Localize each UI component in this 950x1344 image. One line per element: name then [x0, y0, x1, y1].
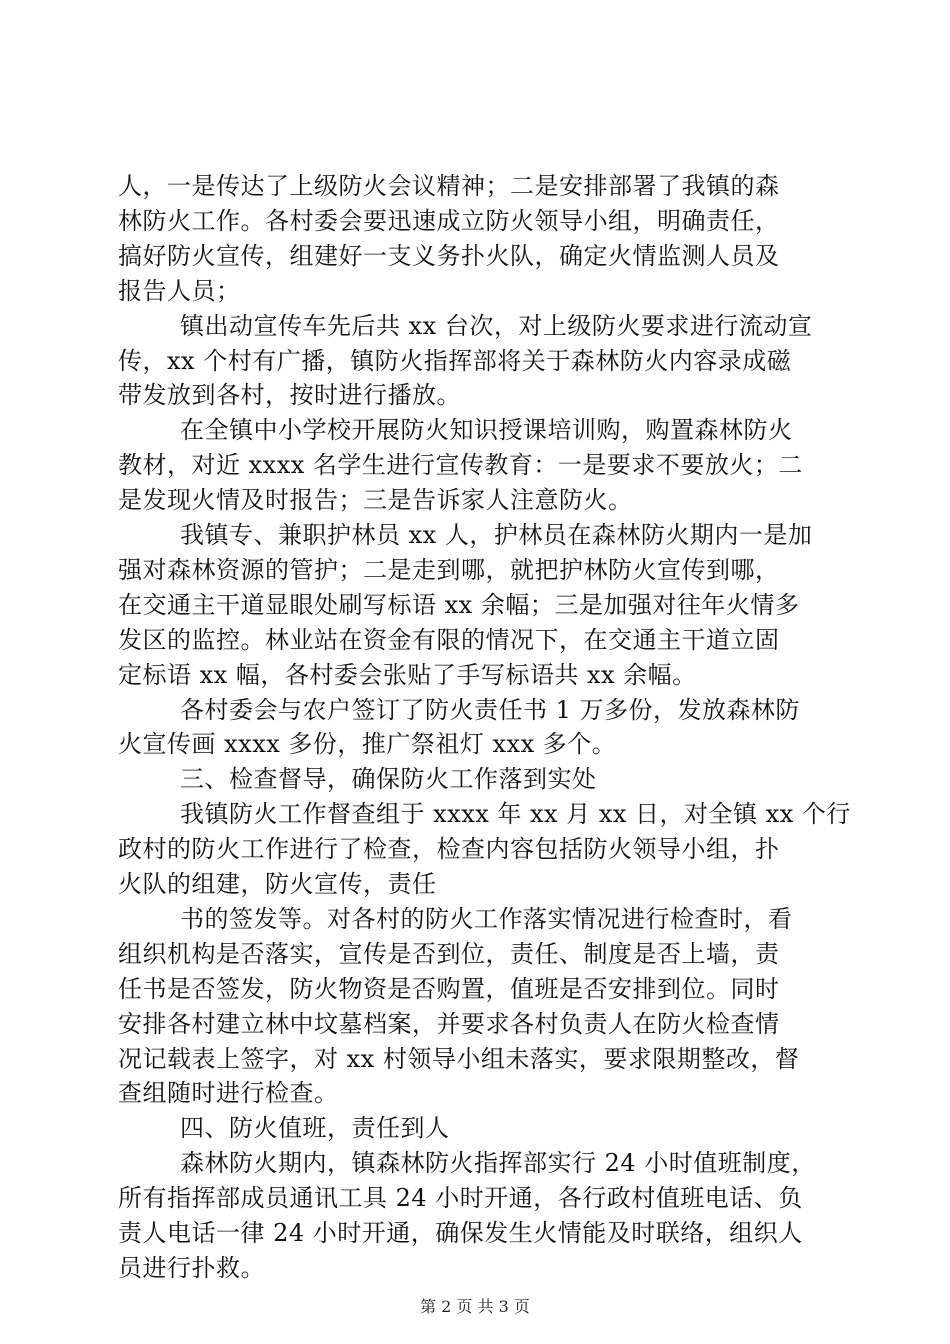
text-line: 火队的组建，防火宣传，责任 — [118, 870, 437, 898]
paragraph-first-line: 镇出动宣传车先后共 xx 台次，对上级防火要求进行流动宣 — [180, 312, 813, 340]
paragraph-first-line: 森林防火期内，镇森林防火指挥部实行 24 小时值班制度， — [180, 1149, 816, 1177]
text-line: 强对森林资源的管护；二是走到哪，就把护林防火宣传到哪， — [118, 556, 780, 584]
text-line: 任书是否签发，防火物资是否购置，值班是否安排到位。同时 — [118, 975, 780, 1003]
text-line: 在交通主干道显眼处刷写标语 xx 余幅；三是加强对往年火情多 — [118, 591, 800, 619]
text-line: 政村的防火工作进行了检查，检查内容包括防火领导小组，扑 — [118, 835, 780, 863]
paragraph-first-line: 我镇专、兼职护林员 xx 人，护林员在森林防火期内一是加 — [180, 521, 813, 549]
text-line: 发区的监控。林业站在资金有限的情况下，在交通主干道立固 — [118, 626, 780, 654]
text-line: 员进行扑救。 — [118, 1254, 265, 1282]
text-line: 带发放到各村，按时进行播放。 — [118, 381, 461, 409]
text-line: 组织机构是否落实，宣传是否到位，责任、制度是否上墙，责 — [118, 940, 780, 968]
section-heading: 三、检查督导，确保防火工作落到实处 — [180, 765, 597, 793]
text-line: 教材，对近 xxxx 名学生进行宣传教育：一是要求不要放火；二 — [118, 451, 803, 479]
text-line: 火宣传画 xxxx 多份，推广祭祖灯 xxx 多个。 — [118, 730, 617, 758]
text-line: 查组随时进行检查。 — [118, 1079, 339, 1107]
section-heading: 四、防火值班，责任到人 — [180, 1114, 450, 1142]
text-line: 搞好防火宣传，组建好一支义务扑火队，确定火情监测人员及 — [118, 242, 780, 270]
text-line: 安排各村建立林中坟墓档案，并要求各村负责人在防火检查情 — [118, 1010, 780, 1038]
page-number-footer: 第 2 页 共 3 页 — [420, 1297, 530, 1316]
paragraph-first-line: 书的签发等。对各村的防火工作落实情况进行检查时，看 — [180, 905, 793, 933]
text-line: 报告人员； — [118, 277, 241, 305]
text-line: 责人电话一律 24 小时开通，确保发生火情能及时联络，组织人 — [118, 1219, 803, 1247]
paragraph-first-line: 各村委会与农户签订了防火责任书 1 万多份，发放森林防 — [180, 696, 801, 724]
text-line: 定标语 xx 幅，各村委会张贴了手写标语共 xx 余幅。 — [118, 661, 697, 689]
paragraph-first-line: 我镇防火工作督查组于 xxxx 年 xx 月 xx 日，对全镇 xx 个行 — [180, 800, 851, 828]
paragraph-first-line: 在全镇中小学校开展防火知识授课培训购，购置森林防火 — [180, 416, 793, 444]
text-line: 传，xx 个村有广播，镇防火指挥部将关于森林防火内容录成磁 — [118, 347, 792, 375]
text-line: 是发现火情及时报告；三是告诉家人注意防火。 — [118, 486, 633, 514]
text-line: 人，一是传达了上级防火会议精神；二是安排部署了我镇的森 — [118, 172, 780, 200]
text-line: 林防火工作。各村委会要迅速成立防火领导小组，明确责任， — [118, 207, 780, 235]
text-line: 况记载表上签字，对 xx 村领导小组未落实，要求限期整改，督 — [118, 1045, 800, 1073]
text-line: 所有指挥部成员通讯工具 24 小时开通，各行政村值班电话、负 — [118, 1184, 803, 1212]
